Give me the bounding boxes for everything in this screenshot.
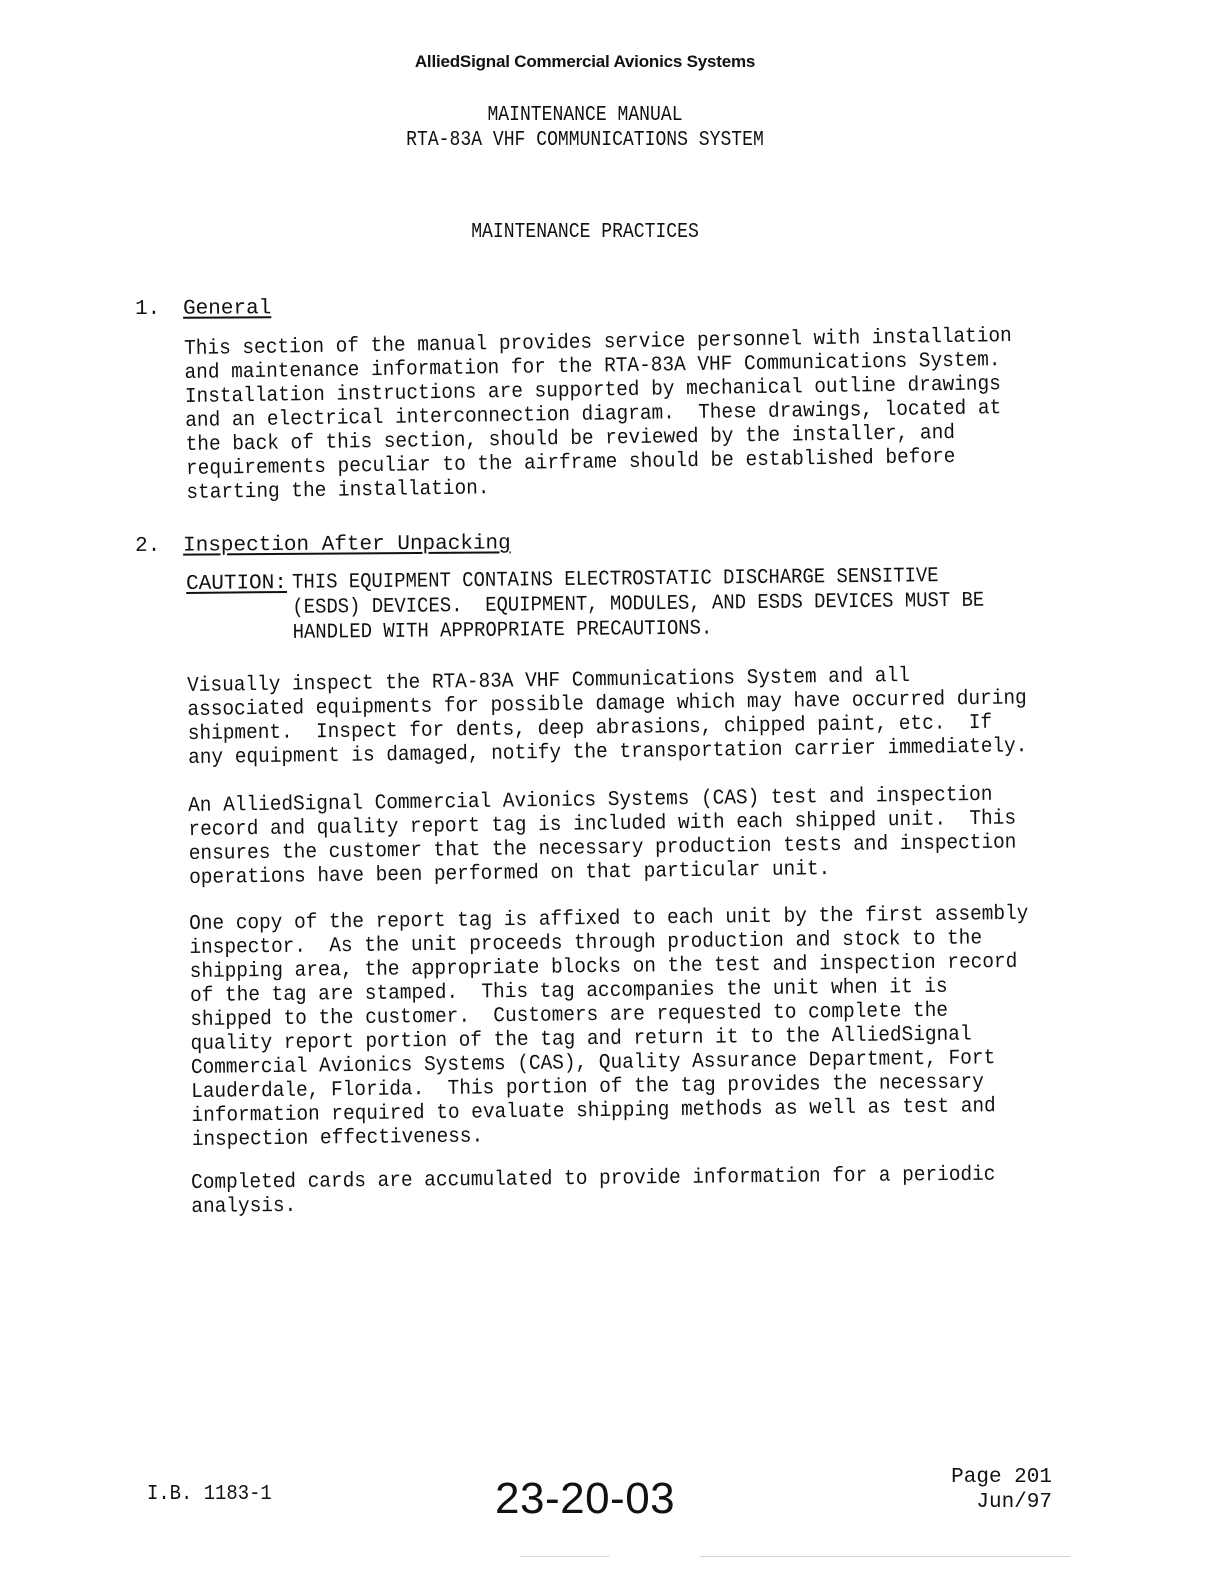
company-name: AlliedSignal Commercial Avionics Systems [414, 52, 756, 71]
inspection-paragraph-4: Completed cards are accumulated to provide information for a periodic analysis. [191, 1163, 996, 1219]
inspection-paragraph-2: An AlliedSignal Commercial Avionics Systems (CAS) test and inspection record and quality report tag is included with each shipped unit. This ensures the customer that the necessary production tests and inspection operations have been performed on that particular unit. [188, 783, 1017, 890]
section-heading-general [135, 297, 271, 321]
caution-block [186, 563, 1066, 645]
inspection-paragraph-3: One copy of the report tag is affixed to each unit by the first assembly inspector. As the unit proceeds through production and stock to the shipping area, the appropriate blocks on the test and inspection record of the tag are stamped. This tag accompanies the unit when it is shipped to the customer. Customers are requested to complete the quality report portion of the tag and return it to the AlliedSignal Commercial Avionics Systems (CAS), Quality Assurance Department, Fort Lauderdale, Florida. This portion of the tag provides the necessary information required to evaluate shipping methods as well as test and inspection effectiveness. [189, 902, 1029, 1152]
caution-text: THIS EQUIPMENT CONTAINS ELECTROSTATIC DISCHARGE SENSITIVE (ESDS) DEVICES. EQUIPMENT, MODULES, AND ESDS DEVICES MUST BE HANDLED WITH APPROPRIATE PRECAUTIONS. [292, 565, 985, 645]
chapter-code: 23-20-03 [495, 1474, 676, 1523]
scan-artifact [520, 1556, 610, 1557]
section-title-inspection: Inspection After Unpacking [182, 532, 511, 558]
caution-label: CAUTION: [186, 571, 288, 596]
document-id: I.B. 1183-1 [147, 1483, 272, 1506]
manual-title [82, 103, 1088, 153]
general-paragraph: This section of the manual provides service personnel with installation and maintenance information for the RTA-83A VHF Communications System. Installation instructions are supported by mechanical outline drawings and an electrical interconnection diagram. These drawings, located at the back of this section, should be reviewed by the installer, and requirements peculiar to the airframe should be established before starting the installation. [184, 324, 1012, 505]
scan-artifact [700, 1556, 1070, 1557]
revision-date: Jun/97 [976, 1491, 1052, 1514]
manual-title-line-2: RTA-83A VHF COMMUNICATIONS SYSTEM [406, 129, 764, 152]
section-title-general: General [182, 297, 272, 321]
page-number: Page 201 [951, 1466, 1052, 1489]
section-title: MAINTENANCE PRACTICES [471, 221, 699, 244]
section-number: 2. [135, 534, 161, 558]
manual-title-line-1: MAINTENANCE MANUAL [487, 104, 683, 127]
section-number: 1. [135, 297, 161, 321]
inspection-paragraph-1: Visually inspect the RTA-83A VHF Communications System and all associated equipments for possible damage which may have occurred during shipment. Inspect for dents, deep abrasions, chipped paint, etc. If any equipment is damaged, notify the transportation carrier immediately. [187, 664, 1028, 770]
page-info [940, 1465, 1052, 1515]
section-heading-inspection [135, 532, 511, 558]
